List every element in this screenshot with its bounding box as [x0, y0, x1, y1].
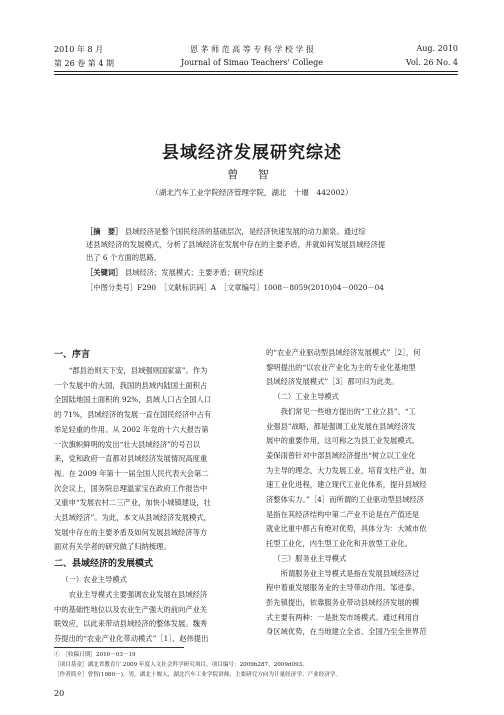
- text-line: 又重申“发展农村二三产业，加快小城镇建设，壮: [54, 498, 211, 508]
- footnote-author: ［作者简介］曾智(1980－)，男，湖北十堰人，湖北汽车工业学院讲师，主要研究方向为计量经济学、产业经济学。: [54, 672, 342, 678]
- header-date: 2010 年 8 月: [54, 45, 104, 54]
- abstract-text-2: 述县域经济的发展模式，分析了县域经济在发展中存在的主要矛盾，并就如何发展县域经济提: [86, 240, 386, 249]
- text-line: 的 71%，县域经济的发展一直在国民经济中占有: [54, 410, 212, 420]
- text-line: 业强县”战略，都是强调工业发展在县域经济发: [266, 421, 416, 431]
- text-line: 的“农业产业驱动型县域经济发展模式”［2］，何: [266, 348, 421, 357]
- text-line: 中的基础性地位以及农业生产强大的前向产业关: [54, 604, 208, 614]
- text-line: 程中着重发展服务业的主导带动作用。邹进泰、: [266, 583, 420, 593]
- right-column: [266, 346, 456, 640]
- text-line: 济整体实力。”［4］而所谓的工业驱动型县域经济: [266, 495, 424, 505]
- classification-line: ［中图分类号］F290 ［文献标识码］A ［文章编号］1008－8059(2010)04－0020－04: [86, 283, 384, 292]
- text-line: 所谓服务业主导模式是指在发展县域经济过: [280, 568, 420, 578]
- text-line: 芬提出的“农业产业化带动模式”［1］、赵伟提出: [54, 633, 209, 643]
- abstract-text-1: 县域经济是整个国民经济的基础层次，是经济快速发展的动力源泉。通过综: [124, 227, 366, 236]
- keywords-label: ［关键词］: [86, 268, 123, 277]
- text-line: 次会议上，国务院总理温家宝在政府工作报告中: [54, 483, 208, 493]
- text-line: 我们常见一些地方提出的“工业立县”、“工: [280, 406, 416, 416]
- keywords-text: 县域经济；发展模式；主要矛盾；研究综述: [124, 268, 264, 277]
- section-heading-1: 一、序言: [54, 350, 91, 360]
- footnote-fund: ［项目基金］湖北省教育厅 2009 年度人文社会科学研究项目，项目编号：2009b287，2009d093。: [54, 662, 308, 668]
- keywords-line: [86, 266, 418, 279]
- text-line: 姜保雨曾针对中部县域经济提出“树立以工业化: [266, 450, 416, 460]
- text-line: 联效应，以此来带动县域经济的整体发展。魏秀: [54, 619, 208, 629]
- text-line: 就业比重中都占有绝对优势，具体分为：大城市依: [266, 524, 427, 534]
- header-volume-en: Vol. 26 No. 4: [405, 58, 458, 67]
- article-title: 县域经济发展研究综述: [162, 143, 342, 163]
- header-volume: 第 26 卷 第 4 期: [54, 59, 114, 68]
- abstract-text-3: 出了 6 个方面的思路。: [86, 253, 161, 262]
- text-line: 一个发展中的大国，我国的县域内陆国土面积占: [54, 380, 208, 390]
- footnote-received: ① ［收稿日期］2010－03－19: [54, 652, 136, 658]
- text-line: 县域经济发展模式”［3］都可归为此类。: [266, 377, 399, 387]
- text-line: 农业主导模式主要强调农业发展在县域经济: [68, 589, 208, 599]
- header-date-en: Aug. 2010: [416, 44, 458, 53]
- text-line: 全国陆地国土面积的 92%，县域人口占全国人口: [54, 395, 212, 405]
- text-line: 为主导的理念，大力发展工业，培育支柱产业，加: [266, 465, 427, 475]
- page-number: 20: [54, 689, 65, 698]
- subsection-heading-industry: （二）工业主导模式: [273, 392, 339, 402]
- text-line: 大县域经济”。为此，本文从县域经济发展模式，: [54, 513, 211, 523]
- article-affiliation: （湖北汽车工业学院经济管理学院，湖北 十堰 442002）: [151, 188, 353, 197]
- text-line: 来，党和政府一直都对县域经济发展情况高度重: [54, 454, 208, 464]
- abstract-label: ［摘 要］: [86, 227, 123, 236]
- text-line: 视。在 2009 年第十一届全国人民代表大会第二: [54, 468, 209, 478]
- article-author: 曾 智: [227, 168, 277, 181]
- text-line: 是指在其经济结构中第二产业不论是在产值还是: [266, 509, 420, 519]
- text-line: 面对有关学者的研究做了归纳梳理。: [54, 542, 171, 552]
- header-rule-thick: [54, 71, 458, 72]
- text-line: 展中的重要作用，这可称之为县工业发展模式。: [266, 436, 420, 446]
- text-line: 彭先镇提出，依靠服务业带动县域经济发展的模: [266, 597, 420, 607]
- subsection-heading-agri: （一）农业主导模式: [61, 575, 127, 585]
- subsection-heading-service: （三）服务业主导模式: [273, 553, 347, 563]
- abstract-line-1: [86, 225, 418, 238]
- header-journal-cn: 恩 茅 师 范 高 等 专 科 学 校 学 报: [190, 45, 314, 54]
- text-line: 身区域优势，在当地建立全省、全国乃至全世界范: [266, 627, 427, 637]
- header-rule-thin: [54, 74, 458, 75]
- text-line: 速工业化进程，建立现代工业化体系，提升县域经: [266, 480, 427, 490]
- text-line: 黎明提出的“以农业产业化为主的专业化基地型: [266, 362, 416, 372]
- footnote-rule: [54, 647, 184, 648]
- header-journal-en: Journal of Simao Teachers' College: [181, 58, 323, 67]
- left-column: [54, 346, 244, 647]
- text-line: 举足轻重的作用。从 2002 年党的十六大报告第: [54, 424, 209, 434]
- text-line: 一次旗帜鲜明的发出“壮大县域经济”的号召以: [54, 439, 201, 449]
- text-line: 式主要有两种：一是批发市场模式。通过利用自: [266, 612, 420, 622]
- text-line: 发展中存在的主要矛盾及如何发展县域经济等方: [54, 527, 208, 537]
- text-line: “郡县治则天下安，县域强则国家富”。作为: [68, 366, 208, 375]
- text-line: 托型工业化，内生型工业化和开放型工业化。: [266, 539, 412, 549]
- section-heading-2: 二、县域经济的发展模式: [54, 559, 154, 570]
